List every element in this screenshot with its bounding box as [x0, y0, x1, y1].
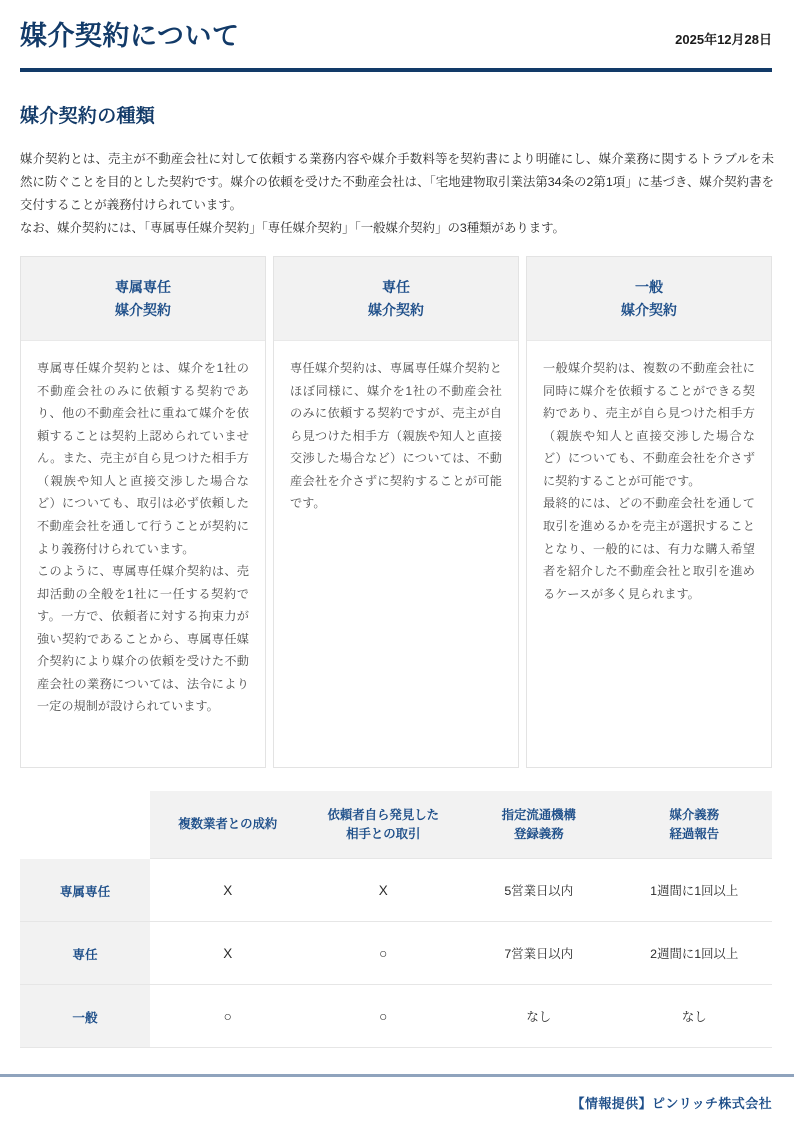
cell-value: X: [223, 945, 233, 961]
footer-provider: 【情報提供】ピンリッチ株式会社: [571, 1096, 772, 1111]
card-title-line1: 専任: [382, 278, 410, 295]
table-row: [20, 985, 772, 1048]
cell-value: なし: [681, 1010, 707, 1024]
footer-divider: [0, 1074, 794, 1077]
header-divider: [20, 68, 772, 72]
table-cell: [306, 859, 462, 922]
table-cell: [617, 985, 773, 1048]
card-paragraph: 専任媒介契約は、専属専任媒介契約とほぼ同様に、媒介を1社の不動産会社のみに依頼する契約ですが、売主が自ら見つけた相手方（親族や知人と直接交渉した場合など）については、不動産会社を介さずに契約することが可能です。: [290, 361, 502, 511]
contract-card-exclusive: [273, 256, 519, 768]
table-row-label: 一般: [20, 985, 150, 1048]
table-column-header-multi-broker: [150, 791, 306, 859]
contract-type-cards: [20, 256, 773, 768]
table-cell: [461, 859, 617, 922]
card-paragraph: 専属専任媒介契約とは、媒介を1社の不動産会社のみに依頼する契約であり、他の不動産会社に重ねて媒介を依頼することは契約上認められていません。また、売主が自ら見つけた相手方（親族や知人と直接交渉した場合など）についても、取引は必ず依頼した不動産会社を通して行うことが契約により義務付けられています。: [37, 361, 249, 556]
card-paragraph: 一般媒介契約は、複数の不動産会社に同時に媒介を依頼することができる契約であり、売主が自ら見つけた相手方（親族や知人と直接交渉した場合など）についても、不動産会社を介さずに契約することが可能です。: [543, 361, 755, 488]
cell-value: なし: [526, 1010, 552, 1024]
column-header-line1: 指定流通機構: [501, 807, 576, 822]
card-body: [21, 341, 265, 767]
table-header: [20, 791, 772, 859]
table-row: [20, 922, 772, 985]
card-title-line2: 媒介契約: [621, 301, 677, 318]
column-header-line1: 依頼者自ら発見した: [327, 807, 439, 822]
table-row: [20, 859, 772, 922]
table-cell: [150, 922, 306, 985]
page-title: 媒介契約について: [20, 21, 240, 51]
cell-value: 1週間に1回以上: [650, 884, 739, 898]
cell-value: ○: [379, 945, 388, 961]
table-row-label: 専任: [20, 922, 150, 985]
table-body: [20, 859, 772, 1048]
card-paragraph: このように、専属専任媒介契約は、売却活動の全般を1社に一任する契約です。一方で、依頼者に対する拘束力が強い契約であることから、専属専任媒介契約により媒介の依頼を受けた不動産会社の業務については、法令により一定の規制が設けられています。: [37, 564, 249, 714]
card-body: [274, 341, 518, 767]
card-title-line1: 一般: [635, 278, 663, 295]
card-paragraph: 最終的には、どの不動産会社を通して取引を進めるかを売主が選択することとなり、一般的には、有力な購入希望者を紹介した不動産会社と取引を進めるケースが多く見られます。: [543, 496, 755, 601]
card-title-line2: 媒介契約: [368, 301, 424, 318]
column-header-line2: 経過報告: [669, 826, 720, 841]
table-cell: [617, 859, 773, 922]
table-cell: [150, 859, 306, 922]
intro-text: [20, 148, 774, 240]
cell-value: 7営業日以内: [504, 947, 574, 961]
cell-value: 5営業日以内: [504, 884, 574, 898]
table-cell: [306, 985, 462, 1048]
comparison-table: [20, 791, 772, 1048]
card-title-line1: 専属専任: [115, 278, 171, 295]
table-row-label: 専属専任: [20, 859, 150, 922]
table-column-header-progress-report: [617, 791, 773, 859]
table-cell: [306, 922, 462, 985]
cell-value: X: [378, 882, 388, 898]
contract-card-general: [526, 256, 772, 768]
card-body: [527, 341, 771, 767]
card-header: [274, 257, 518, 341]
card-header: [21, 257, 265, 341]
section-heading: 媒介契約の種類: [20, 106, 156, 127]
table-cell: [461, 922, 617, 985]
card-title-line2: 媒介契約: [115, 301, 171, 318]
column-header-line2: 登録義務: [513, 826, 564, 841]
table-cell: [150, 985, 306, 1048]
intro-paragraph-1: 媒介契約とは、売主が不動産会社に対して依頼する業務内容や媒介手数料等を契約書により明確にし、媒介業務に関するトラブルを未然に防ぐことを目的とした契約です。媒介の依頼を受けた不動産会社は、「宅地建物取引業法第34条の2第1項」に基づき、媒介契約書を交付することが義務付けられています。: [20, 152, 774, 212]
table-column-header-reins-registration: [461, 791, 617, 859]
cell-value: X: [223, 882, 233, 898]
contract-card-exclusive-full: [20, 256, 266, 768]
document-header: [20, 22, 772, 52]
document-date: 2025年12月28日: [675, 31, 772, 47]
table-column-header-self-found: [306, 791, 462, 859]
card-header: [527, 257, 771, 341]
table-header-row: [20, 791, 772, 859]
cell-value: 2週間に1回以上: [650, 947, 739, 961]
table-cell: [461, 985, 617, 1048]
column-header-line1: 複数業者との成約: [178, 817, 278, 832]
cell-value: ○: [379, 1008, 388, 1024]
table-cell: [617, 922, 773, 985]
intro-paragraph-2: なお、媒介契約には、「専属専任媒介契約」「専任媒介契約」「一般媒介契約」の3種類があります。: [20, 220, 565, 235]
column-header-line1: 媒介義務: [669, 807, 720, 822]
column-header-line2: 相手との取引: [346, 826, 421, 841]
table-corner-cell: [20, 791, 150, 859]
cell-value: ○: [223, 1008, 232, 1024]
